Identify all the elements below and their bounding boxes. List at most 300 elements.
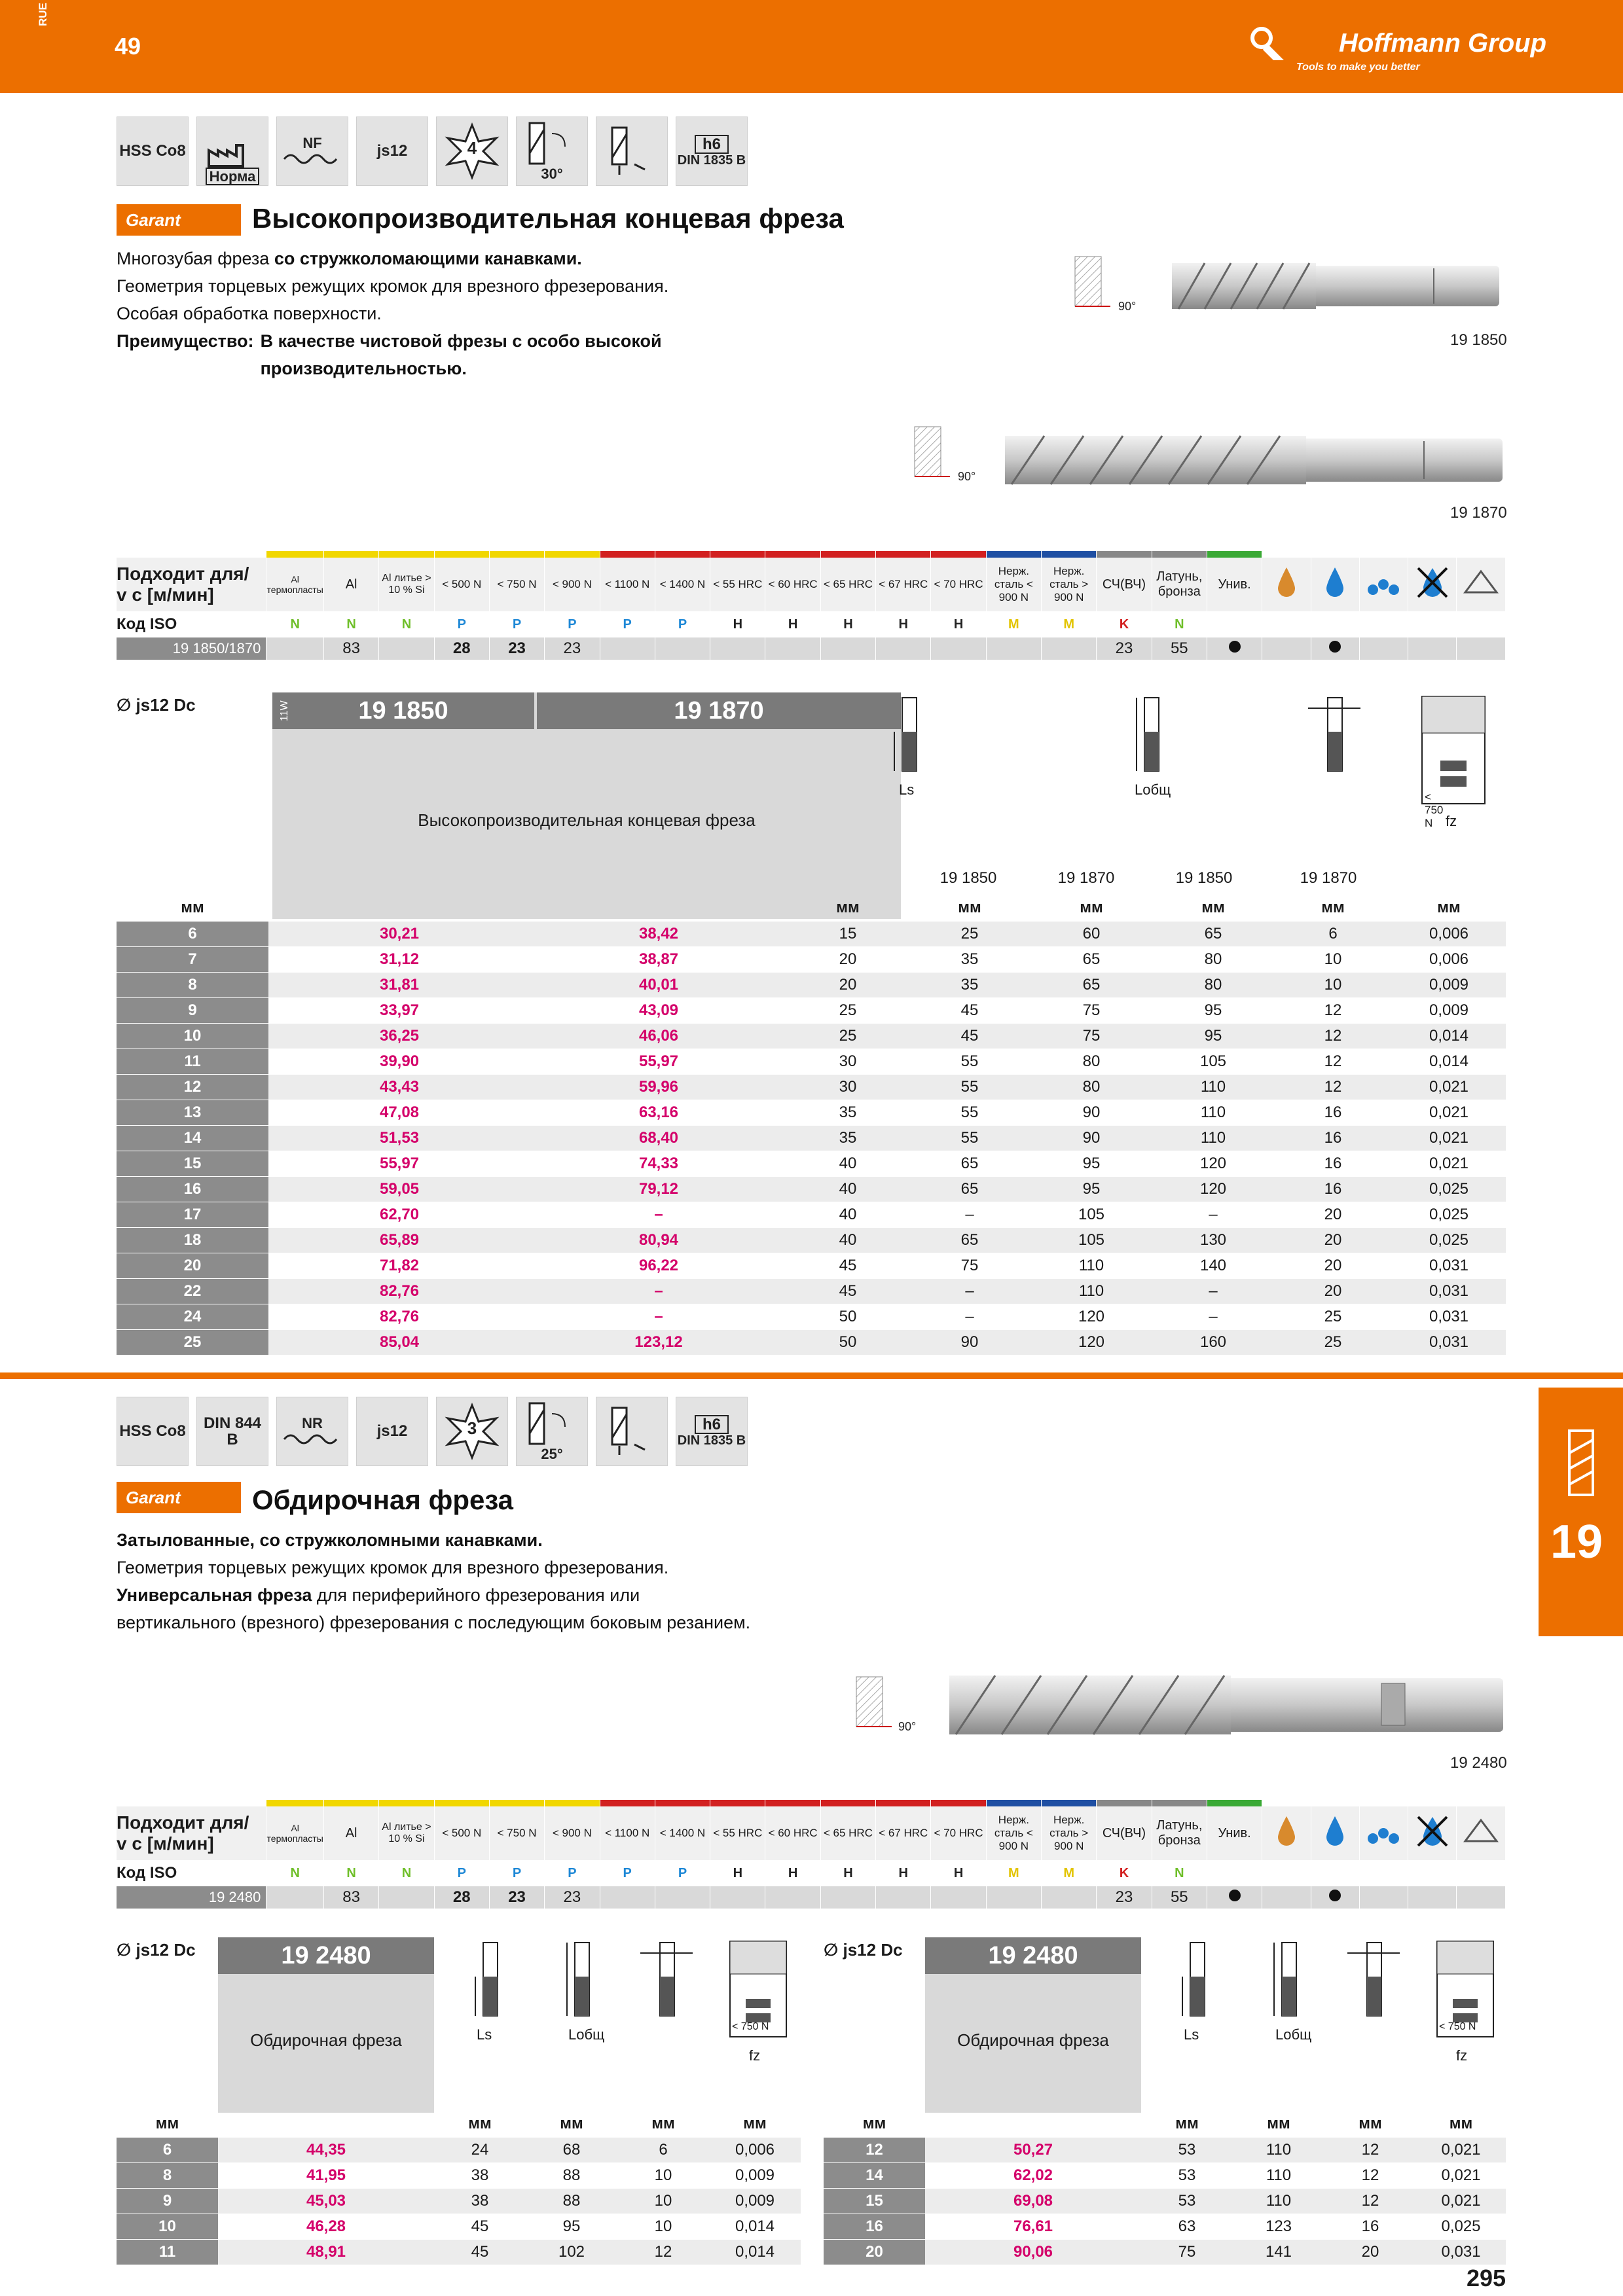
catalog-no-19-2480: 19 2480 <box>925 1937 1141 1974</box>
value-cell: – <box>909 1202 1030 1228</box>
value-cell: 65 <box>1030 947 1152 973</box>
value-cell: 55 <box>909 1126 1030 1151</box>
value-cell: 12 <box>1324 2163 1416 2189</box>
material-col: Латунь, бронза <box>1152 558 1207 611</box>
product2-symbols <box>117 1397 748 1466</box>
table-row <box>117 973 1506 998</box>
ls-length-icon <box>889 695 928 780</box>
price-cell: 82,76 <box>268 1304 530 1330</box>
value-cell: 25 <box>909 922 1030 947</box>
value-cell: – <box>1152 1279 1274 1304</box>
value-cell: 120 <box>1030 1304 1152 1330</box>
value-cell: 95 <box>526 2214 617 2240</box>
value-cell: 68 <box>526 2138 617 2163</box>
value-cell: 50 <box>787 1330 909 1355</box>
value-cell: 0,025 <box>1392 1228 1506 1253</box>
value-cell: 105 <box>1030 1202 1152 1228</box>
value-cell: 12 <box>617 2240 709 2265</box>
suitable-dot <box>1229 641 1241 653</box>
value-cell: 0,006 <box>1392 922 1506 947</box>
value-cell: 110 <box>1233 2138 1324 2163</box>
value-cell: 35 <box>909 947 1030 973</box>
value-cell: 20 <box>787 947 909 973</box>
material-col: < 55 HRC <box>710 558 765 611</box>
value-cell: 16 <box>1274 1100 1392 1126</box>
price-cell: 90,06 <box>925 2240 1141 2265</box>
value-cell: 16 <box>1274 1126 1392 1151</box>
material-col: Al термопласты <box>266 558 324 611</box>
air-icon <box>1463 566 1499 599</box>
value-cell: 120 <box>1152 1151 1274 1177</box>
price-cell: 82,76 <box>268 1279 530 1304</box>
value-cell: 16 <box>1324 2214 1416 2240</box>
value-cell: 20 <box>1274 1253 1392 1279</box>
value-cell: 110 <box>1152 1100 1274 1126</box>
value-cell: 53 <box>1141 2138 1233 2163</box>
diameter-icon <box>1341 1940 1406 2025</box>
value-cell: 30 <box>787 1049 909 1075</box>
material-col: Al <box>323 1806 378 1860</box>
value-cell: 55 <box>909 1049 1030 1075</box>
value-cell: 0,031 <box>1392 1279 1506 1304</box>
diameter-cell: 16 <box>117 1177 268 1202</box>
price-cell: 43,09 <box>530 998 787 1024</box>
value-cell: 65 <box>909 1177 1030 1202</box>
value-cell: 63 <box>1141 2214 1233 2240</box>
table-row <box>117 1151 1506 1177</box>
value-cell: 60 <box>1030 922 1152 947</box>
price-cell: 71,82 <box>268 1253 530 1279</box>
material-col: < 500 N <box>434 558 489 611</box>
end-mill-19-1870-image <box>1005 431 1506 491</box>
price-cell: 40,01 <box>530 973 787 998</box>
value-cell: 140 <box>1152 1253 1274 1279</box>
value-cell: 75 <box>1141 2240 1233 2265</box>
price-cell: 30,21 <box>268 922 530 947</box>
table-row <box>117 2189 801 2214</box>
price-cell: 63,16 <box>530 1100 787 1126</box>
table-row <box>824 2189 1506 2214</box>
value-cell: 55 <box>909 1075 1030 1100</box>
shank-symbol: h6 DIN 1835 B <box>676 117 748 186</box>
material-col: Al <box>323 558 378 611</box>
iso-code-label: Код ISO <box>117 1860 266 1886</box>
value-cell: 0,009 <box>709 2163 801 2189</box>
value-cell: 110 <box>1152 1126 1274 1151</box>
value-cell: 110 <box>1233 2163 1324 2189</box>
shank-symbol: h6 DIN 1835 B <box>676 1397 748 1466</box>
hoffmann-logo-icon <box>1247 24 1285 62</box>
value-cell: 10 <box>617 2214 709 2240</box>
mist-icon <box>1365 1815 1402 1848</box>
table-row <box>117 922 1506 947</box>
diameter-cell: 12 <box>824 2138 925 2163</box>
value-cell: 25 <box>1274 1330 1392 1355</box>
tolerance-symbol: js12 <box>356 117 428 186</box>
value-cell: 53 <box>1141 2163 1233 2189</box>
material-col: Нерж. сталь > 900 N <box>1042 1806 1097 1860</box>
value-cell: 0,014 <box>1392 1024 1506 1049</box>
dc-label: ∅ js12 Dc <box>824 1940 903 1960</box>
product-description: Обдирочная фреза <box>957 2030 1109 2050</box>
diameter-cell: 16 <box>824 2214 925 2240</box>
diameter-cell: 10 <box>117 2214 218 2240</box>
value-cell: 12 <box>1274 1024 1392 1049</box>
diameter-cell: 22 <box>117 1279 268 1304</box>
diameter-cell: 6 <box>117 922 268 947</box>
value-cell: 45 <box>909 998 1030 1024</box>
price-cell: 79,12 <box>530 1177 787 1202</box>
price-cell: 80,94 <box>530 1228 787 1253</box>
material-col: Нерж. сталь > 900 N <box>1042 558 1097 611</box>
value-cell: 65 <box>909 1151 1030 1177</box>
angle-90-icon <box>913 425 953 484</box>
angle-label: 90° <box>1118 300 1137 313</box>
table-row <box>117 1049 1506 1075</box>
value-cell: 102 <box>526 2240 617 2265</box>
price-cell: 62,02 <box>925 2163 1141 2189</box>
value-cell: 110 <box>1030 1253 1152 1279</box>
roughing-mill-19-2480-image <box>943 1669 1506 1741</box>
garant-badge: Garant <box>117 204 241 236</box>
angle-label: 90° <box>898 1720 917 1733</box>
value-cell: 0,021 <box>1416 2189 1506 2214</box>
teeth-count-symbol: 4 <box>436 117 508 186</box>
value-cell: 95 <box>1030 1151 1152 1177</box>
value-cell: 0,009 <box>1392 998 1506 1024</box>
material-col: Унив. <box>1207 558 1262 611</box>
price-cell: 45,03 <box>218 2189 434 2214</box>
material-col: Al термопласты <box>266 1806 324 1860</box>
value-cell: 16 <box>1274 1151 1392 1177</box>
catalog-page-number: 49 <box>115 33 141 60</box>
value-cell: 20 <box>1274 1279 1392 1304</box>
value-cell: 10 <box>617 2163 709 2189</box>
price-cell: 46,28 <box>218 2214 434 2240</box>
diameter-cell: 11 <box>117 2240 218 2265</box>
value-cell: 105 <box>1030 1228 1152 1253</box>
value-cell: 38 <box>434 2189 526 2214</box>
suitable-dot <box>1329 641 1341 653</box>
value-cell: 35 <box>787 1126 909 1151</box>
norm-symbol: DIN 844 B <box>196 1397 268 1466</box>
price-cell: 65,89 <box>268 1228 530 1253</box>
profile-symbol: NR <box>276 1397 348 1466</box>
table-row <box>824 2240 1506 2265</box>
end-mill-19-1850-image <box>1172 257 1506 315</box>
suitability-label: Подходит для/ <box>117 564 249 584</box>
value-cell: 20 <box>1274 1202 1392 1228</box>
value-cell: 105 <box>1152 1049 1274 1075</box>
price-cell: 47,08 <box>268 1100 530 1126</box>
material-symbol: HSS Co8 <box>117 1397 189 1466</box>
price-cell: 68,40 <box>530 1126 787 1151</box>
value-cell: 80 <box>1030 1075 1152 1100</box>
price-cell: 31,12 <box>268 947 530 973</box>
value-cell: 88 <box>526 2189 617 2214</box>
value-cell: 0,021 <box>1392 1126 1506 1151</box>
price-cell: 41,95 <box>218 2163 434 2189</box>
value-cell: 0,031 <box>1416 2240 1506 2265</box>
price-cell: 43,43 <box>268 1075 530 1100</box>
diameter-icon <box>1302 695 1367 780</box>
diameter-cell: 24 <box>117 1304 268 1330</box>
price-cell: 44,35 <box>218 2138 434 2163</box>
diameter-cell: 20 <box>117 1253 268 1279</box>
table-row <box>824 2138 1506 2163</box>
price-cell: 76,61 <box>925 2214 1141 2240</box>
price-cell: 33,97 <box>268 998 530 1024</box>
price-cell: 59,05 <box>268 1177 530 1202</box>
total-length-icon <box>562 1940 601 2025</box>
value-cell: 10 <box>1274 947 1392 973</box>
value-cell: 75 <box>1030 998 1152 1024</box>
tolerance-symbol: js12 <box>356 1397 428 1466</box>
catalog-no-19-1870: 19 1870 <box>537 692 901 729</box>
diameter-icon <box>634 1940 699 2025</box>
material-col: < 67 HRC <box>876 1806 931 1860</box>
table-row <box>117 998 1506 1024</box>
table-row <box>117 1100 1506 1126</box>
image-label-19-1870: 19 1870 <box>1450 504 1507 522</box>
oil-drop-icon <box>1277 566 1296 599</box>
value-cell: 12 <box>1274 1049 1392 1075</box>
value-cell: 0,031 <box>1392 1330 1506 1355</box>
table-row <box>117 1177 1506 1202</box>
material-symbol: HSS Co8 <box>117 117 189 186</box>
value-cell: 120 <box>1030 1330 1152 1355</box>
diameter-cell: 25 <box>117 1330 268 1355</box>
table-row <box>824 2214 1506 2240</box>
table-row <box>117 947 1506 973</box>
dry-icon <box>1414 564 1451 601</box>
value-cell: 12 <box>1324 2138 1416 2163</box>
material-col: < 1100 N <box>600 558 655 611</box>
value-cell: 120 <box>1152 1177 1274 1202</box>
helix-angle-symbol: 30° <box>516 117 588 186</box>
value-cell: 90 <box>1030 1126 1152 1151</box>
price-cell: – <box>530 1279 787 1304</box>
value-cell: 45 <box>434 2214 526 2240</box>
ls-length-icon <box>470 1940 509 2025</box>
mist-icon <box>1365 566 1402 599</box>
diameter-cell: 14 <box>117 1126 268 1151</box>
value-cell: 0,021 <box>1392 1100 1506 1126</box>
value-cell: 45 <box>909 1024 1030 1049</box>
price-cell: 69,08 <box>925 2189 1141 2214</box>
value-cell: 0,021 <box>1416 2138 1506 2163</box>
price-cell: 38,42 <box>530 922 787 947</box>
diameter-cell: 13 <box>117 1100 268 1126</box>
value-cell: 53 <box>1141 2189 1233 2214</box>
value-cell: 50 <box>787 1304 909 1330</box>
helix-icon <box>526 120 578 166</box>
value-cell: 6 <box>1274 922 1392 947</box>
price-cell: 46,06 <box>530 1024 787 1049</box>
table-row <box>117 1304 1506 1330</box>
cut-direction-icon <box>606 125 658 177</box>
suitability-table-1: Подходит для/ v c [м/мин] Al термопласты Al Al литье > 10 % Si < 500 N < 750 N < 900 N < 1100 N < 1400 N < 55 HRC < 60 HRC < 65 HRC < 67 HRC < 70 HRC Нерж. сталь < 900 N Нерж. сталь > 900 N СЧ(ВЧ) Латунь, бронза Унив. Код ISO N N N P P P P P H H H H H M M K N 19 1850/1870 83 28 23 23 23 55 <box>117 551 1506 660</box>
product2-title: Обдирочная фреза <box>252 1484 514 1515</box>
diameter-cell: 15 <box>824 2189 925 2214</box>
material-col: < 500 N <box>434 1806 489 1860</box>
value-cell: 25 <box>787 1024 909 1049</box>
value-cell: 16 <box>1274 1177 1392 1202</box>
dc-label: ∅ js12 Dc <box>117 695 196 715</box>
value-cell: 88 <box>526 2163 617 2189</box>
value-cell: 0,025 <box>1392 1202 1506 1228</box>
diameter-cell: 9 <box>117 998 268 1024</box>
value-cell: 20 <box>1274 1228 1392 1253</box>
material-col: < 70 HRC <box>931 1806 986 1860</box>
value-cell: 141 <box>1233 2240 1324 2265</box>
total-length-icon <box>1131 695 1171 780</box>
row-label: 19 1850/1870 <box>117 637 266 660</box>
value-cell: 0,031 <box>1392 1253 1506 1279</box>
section-divider <box>0 1372 1623 1379</box>
footer-page-number: 295 <box>1467 2265 1506 2291</box>
value-cell: 0,014 <box>1392 1049 1506 1075</box>
product1-description: Многозубая фреза со стружколомающими канавками. Геометрия торцевых режущих кромок для врезного фрезерования. Особая обработка поверхности. Преимущество: В качестве чистовой фрезы с особо высокой производительностью. <box>117 249 669 378</box>
price-cell: 55,97 <box>530 1049 787 1075</box>
value-cell: 38 <box>434 2163 526 2189</box>
catalog-no-19-2480: 19 2480 <box>218 1937 434 1974</box>
value-cell: 12 <box>1274 998 1392 1024</box>
material-col: < 60 HRC <box>765 1806 820 1860</box>
material-col: < 55 HRC <box>710 1806 765 1860</box>
value-cell: 40 <box>787 1151 909 1177</box>
price-cell: 123,12 <box>530 1330 787 1355</box>
price-cell: 96,22 <box>530 1253 787 1279</box>
product-description: Высокопроизводительная концевая фреза <box>418 810 756 830</box>
value-cell: 6 <box>617 2138 709 2163</box>
value-cell: 65 <box>1152 922 1274 947</box>
diameter-cell: 15 <box>117 1151 268 1177</box>
price-cell: 74,33 <box>530 1151 787 1177</box>
wave-profile-icon <box>283 1431 342 1447</box>
price-cell: 39,90 <box>268 1049 530 1075</box>
value-cell: 0,014 <box>709 2214 801 2240</box>
language-code: RUE <box>37 3 49 26</box>
value-cell: – <box>909 1304 1030 1330</box>
price-cell: 62,70 <box>268 1202 530 1228</box>
angle-label: 90° <box>958 470 976 483</box>
value-cell: 75 <box>909 1253 1030 1279</box>
value-cell: 15 <box>787 922 909 947</box>
price-cell: 51,53 <box>268 1126 530 1151</box>
value-cell: 25 <box>1274 1304 1392 1330</box>
material-col: < 65 HRC <box>820 1806 875 1860</box>
air-icon <box>1463 1815 1499 1848</box>
value-cell: 0,009 <box>1392 973 1506 998</box>
value-cell: 123 <box>1233 2214 1324 2240</box>
price-cell: 85,04 <box>268 1330 530 1355</box>
value-cell: 40 <box>787 1202 909 1228</box>
dimensions-table-2-right-body: мм мм мм мм мм 12 50,27 53 110 12 0,021 14 62,02 53 110 12 0,021 15 69,08 53 110 12 0,021 16 76,61 63 123 16 0,025 20 90,06 75 141 20 0,031 <box>824 2111 1506 2265</box>
value-cell: 20 <box>787 973 909 998</box>
product2-description: Затылованные, со стружколомными канавками. Геометрия торцевых режущих кромок для врезного фрезерования. Универсальная фреза для периферийного фрезерования или вертикального (врезного) фрезерования с последующим боковым резанием. <box>117 1530 751 1632</box>
factory-icon <box>206 141 259 168</box>
diameter-cell: 6 <box>117 2138 218 2163</box>
emulsion-drop-icon <box>1325 566 1345 599</box>
image-label-19-2480: 19 2480 <box>1450 1754 1507 1772</box>
diameter-cell: 10 <box>117 1024 268 1049</box>
value-cell: 65 <box>909 1228 1030 1253</box>
table-row <box>117 1253 1506 1279</box>
table-row <box>117 1279 1506 1304</box>
price-cell: 55,97 <box>268 1151 530 1177</box>
teeth-count-symbol: 3 <box>436 1397 508 1466</box>
material-col: Латунь, бронза <box>1152 1806 1207 1860</box>
table-row <box>117 1228 1506 1253</box>
material-col: СЧ(ВЧ) <box>1097 1806 1152 1860</box>
dry-icon <box>1414 1813 1451 1850</box>
table-row <box>117 2214 801 2240</box>
material-col: < 67 HRC <box>876 558 931 611</box>
ls-length-icon <box>1177 1940 1216 2025</box>
value-cell: 0,021 <box>1416 2163 1506 2189</box>
value-cell: – <box>1152 1304 1274 1330</box>
material-col: Унив. <box>1207 1806 1262 1860</box>
suitable-dot <box>1229 1890 1241 1901</box>
cut-direction-symbol <box>596 117 668 186</box>
value-cell: 95 <box>1152 998 1274 1024</box>
garant-badge: Garant <box>117 1482 241 1513</box>
value-cell: 0,025 <box>1416 2214 1506 2240</box>
material-col: < 65 HRC <box>820 558 875 611</box>
suitable-dot <box>1329 1890 1341 1901</box>
row-label: 19 2480 <box>117 1886 266 1909</box>
product-description: Обдирочная фреза <box>250 2030 402 2050</box>
value-cell: 45 <box>434 2240 526 2265</box>
value-cell: 130 <box>1152 1228 1274 1253</box>
diameter-cell: 17 <box>117 1202 268 1228</box>
value-cell: 0,014 <box>709 2240 801 2265</box>
value-cell: 10 <box>617 2189 709 2214</box>
brand-tagline: Tools to make you better <box>1296 62 1420 73</box>
diameter-cell: 12 <box>117 1075 268 1100</box>
value-cell: – <box>909 1279 1030 1304</box>
suitability-label: Подходит для/ <box>117 1812 249 1833</box>
value-cell: 0,031 <box>1392 1304 1506 1330</box>
value-cell: 45 <box>787 1253 909 1279</box>
material-col: < 60 HRC <box>765 558 820 611</box>
profile-symbol: NF <box>276 117 348 186</box>
price-cell: 36,25 <box>268 1024 530 1049</box>
wave-profile-icon <box>283 151 342 167</box>
table-row <box>117 1202 1506 1228</box>
emulsion-drop-icon <box>1325 1815 1345 1848</box>
table-row <box>117 1126 1506 1151</box>
diameter-cell: 8 <box>117 2163 218 2189</box>
value-cell: 35 <box>909 973 1030 998</box>
cut-direction-icon <box>606 1405 658 1458</box>
table-row <box>117 2138 801 2163</box>
material-col: СЧ(ВЧ) <box>1097 558 1152 611</box>
value-cell: 0,006 <box>1392 947 1506 973</box>
material-col: < 1100 N <box>600 1806 655 1860</box>
price-cell: 31,81 <box>268 973 530 998</box>
value-cell: 95 <box>1152 1024 1274 1049</box>
table-row <box>117 2240 801 2265</box>
value-cell: 80 <box>1030 1049 1152 1075</box>
diameter-cell: 14 <box>824 2163 925 2189</box>
material-col: Нерж. сталь < 900 N <box>986 558 1041 611</box>
material-col: < 1400 N <box>655 1806 710 1860</box>
material-col: < 900 N <box>545 1806 600 1860</box>
value-cell: 160 <box>1152 1330 1274 1355</box>
table-row <box>117 1075 1506 1100</box>
